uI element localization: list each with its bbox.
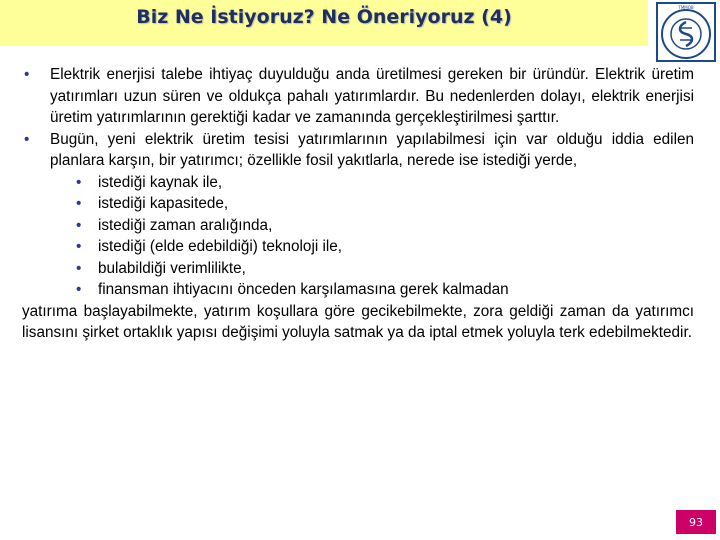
sub-bullet-item (22, 258, 694, 280)
sub-bullet-text: istediği kaynak ile, (98, 173, 223, 191)
bullet-dot-icon: • (76, 173, 82, 191)
emo-logo-icon (656, 2, 716, 62)
bullet-dot-icon: • (24, 66, 30, 83)
sub-bullet-item (22, 215, 694, 237)
logo-top-text: TMMOB (678, 5, 694, 10)
bullet-dot-icon: • (76, 281, 82, 298)
page-number-badge: 93 (676, 510, 716, 534)
bullet-dot-icon: • (24, 130, 30, 148)
bullet-dot-icon: • (76, 216, 82, 234)
slide-title: Biz Ne İstiyoruz? Ne Öneriyoruz (4) (136, 6, 512, 28)
sub-bullet-text: istediği zaman aralığında, (98, 216, 273, 234)
sub-bullet-text: bulabildiği verimlilikte, (98, 259, 246, 277)
sub-bullet-item (22, 279, 694, 301)
sub-bullet-item (22, 172, 694, 194)
bullet-dot-icon: • (76, 259, 82, 277)
sub-bullet-item (22, 193, 694, 215)
sub-bullet-text: istediği kapasitede, (98, 195, 229, 212)
closing-paragraph: yatırıma başlayabilmekte, yatırım koşullara göre gecikebilmekte, zora geldiği zaman da yatırımcı lisansını şirket ortaklık yapısı değişimi yoluyla satmak ya da iptal etmek yoluyla terk edebilmektedir. (22, 302, 694, 341)
bullet-item (22, 129, 694, 172)
bullet-item (22, 64, 694, 129)
bullet-text: Elektrik enerjisi talebe ihtiyaç duyulduğu anda üretilmesi gereken bir üründür. Elektrik üretim yatırımları uzun süren ve oldukça pahalı yatırımlardır. Bu nedenlerden dolayı, elektrik enerjisi üretim yatırımlarının gerektiği kadar ve zamanında gerçekleştirilmesi şarttır. (50, 66, 694, 126)
bullet-dot-icon: • (76, 238, 82, 255)
sub-bullet-text: istediği (elde edebildiği) teknoloji ile, (98, 238, 343, 255)
slide-content (22, 64, 694, 344)
bullet-text: Bugün, yeni elektrik üretim tesisi yatırımlarının yapılabilmesi için var olduğu iddia edilen planlara karşın, bir yatırımcı; özellikle fosil yakıtlarla, nerede ise istediği yerde, (50, 130, 694, 169)
sub-bullet-item (22, 236, 694, 258)
sub-bullet-text: finansman ihtiyacını önceden karşılamasına gerek kalmadan (98, 281, 509, 298)
bullet-dot-icon: • (76, 195, 82, 212)
